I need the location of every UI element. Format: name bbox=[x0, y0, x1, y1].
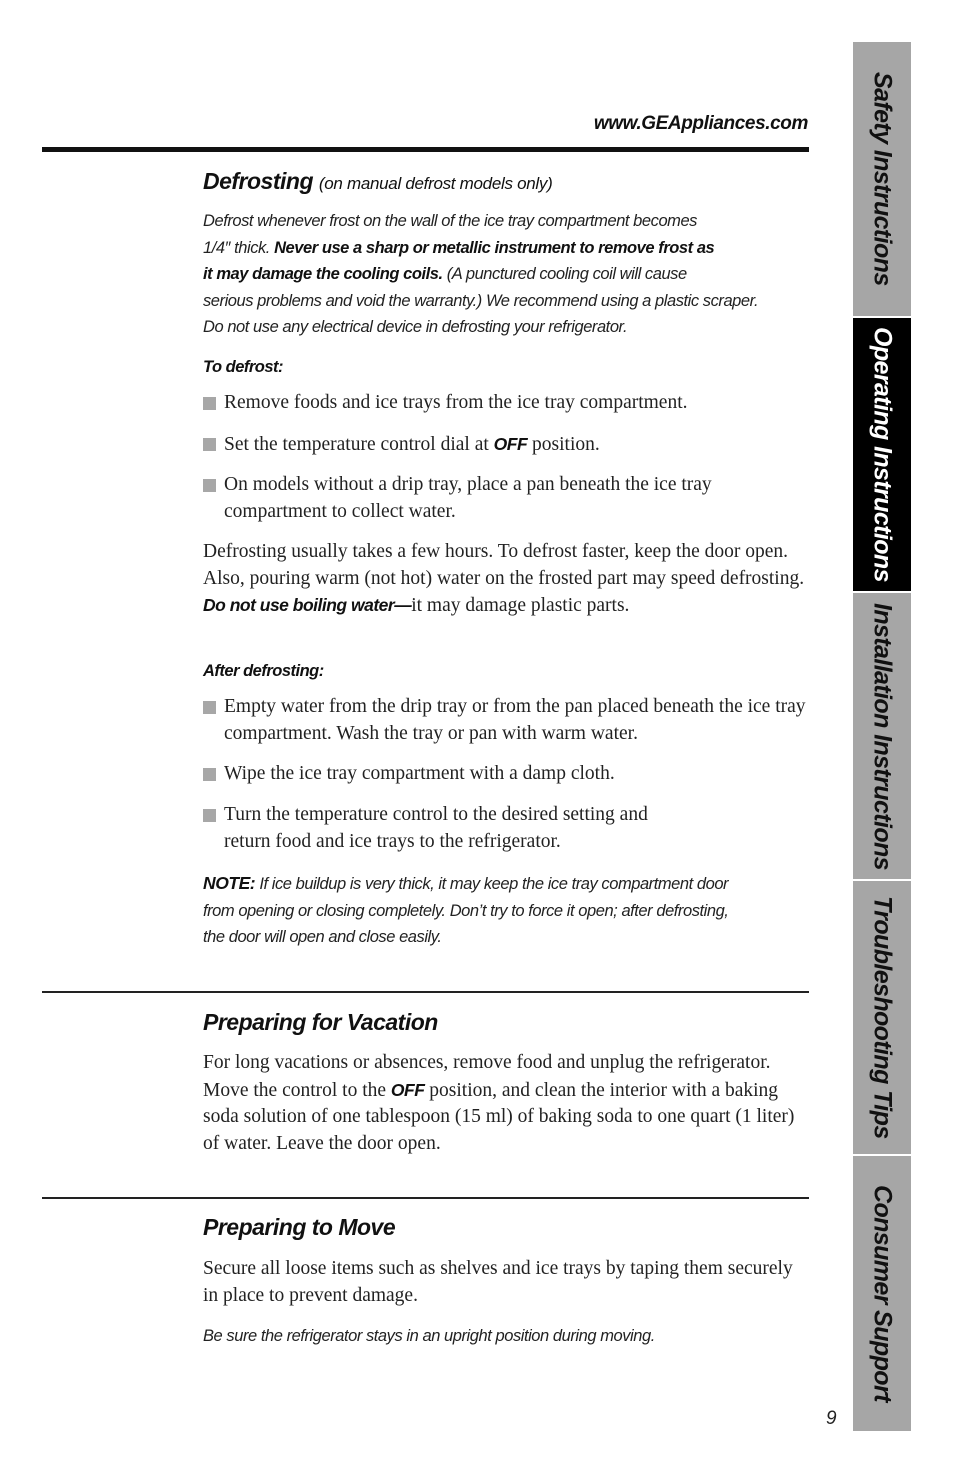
intro-warning-1: Never use a sharp or metallic instrument to remove frost as bbox=[274, 238, 715, 257]
section-tabs bbox=[853, 42, 911, 1431]
intro-line-1 bbox=[203, 208, 809, 235]
note-label: NOTE: bbox=[203, 873, 256, 893]
bullet-square-icon bbox=[203, 809, 216, 822]
note-text-2: from opening or closing completely. Don’t try to force it open; after defrosting, bbox=[203, 901, 729, 920]
after-step-3 bbox=[203, 802, 809, 855]
move-note-block bbox=[203, 1323, 809, 1350]
after-defrosting-label: After defrosting: bbox=[203, 662, 324, 680]
tab-troubleshooting-tips[interactable] bbox=[853, 881, 911, 1154]
intro-text-4: serious problems and void the warranty.) We recommend using a plastic scraper. bbox=[203, 291, 759, 310]
intro-line-4 bbox=[203, 288, 809, 315]
to-defrost-block bbox=[203, 358, 809, 377]
tab-safety-instructions[interactable] bbox=[853, 42, 911, 316]
defrost-step-3 bbox=[203, 472, 809, 525]
after-1-text: Empty water from the drip tray or from the pan placed beneath the ice tray compartment. Wash the tray or pan with warm water. bbox=[224, 696, 806, 744]
tab-installation-instructions[interactable] bbox=[853, 593, 911, 879]
after-step-2 bbox=[203, 761, 809, 788]
defrost-para-text: Defrosting usually takes a few hours. To defrost faster, keep the door open. Also, pouring warm (not hot) water on the frosted part may speed defrosting. bbox=[203, 541, 805, 589]
intro-text-5: Do not use any electrical device in defrosting your refrigerator. bbox=[203, 318, 628, 336]
defrosting-subtitle: (on manual defrost models only) bbox=[318, 174, 553, 193]
bullet-square-icon bbox=[203, 701, 216, 714]
defrosting-section bbox=[203, 168, 809, 195]
move-text: Secure all loose items such as shelves and ice trays by taping them securely in place to prevent damage. bbox=[203, 1258, 793, 1306]
intro-text-1: Defrost whenever frost on the wall of the ice tray compartment becomes bbox=[203, 212, 697, 230]
intro-line-3 bbox=[203, 261, 809, 288]
after-defrost-block bbox=[203, 662, 809, 681]
off-keyword: OFF bbox=[390, 1079, 425, 1100]
defrost-step-2 bbox=[203, 431, 809, 459]
after-3-text-a: Turn the temperature control to the desired setting and bbox=[224, 804, 648, 825]
page-number: 9 bbox=[826, 1408, 837, 1429]
move-section bbox=[203, 1214, 809, 1241]
defrosting-title bbox=[203, 168, 809, 195]
after-step-1 bbox=[203, 694, 809, 747]
defrost-note bbox=[203, 870, 809, 951]
move-title: Preparing to Move bbox=[203, 1214, 396, 1240]
bullet-square-icon bbox=[203, 438, 216, 451]
bullet-square-icon bbox=[203, 397, 216, 410]
move-body bbox=[203, 1256, 809, 1309]
step-3-text: On models without a drip tray, place a pan beneath the ice tray compartment to collect water. bbox=[224, 474, 712, 522]
section-divider bbox=[42, 1197, 809, 1199]
vacation-text: For long vacations or absences, remove food and unplug the refrigerator. Move the control to the bbox=[203, 1052, 771, 1101]
vacation-title: Preparing for Vacation bbox=[203, 1009, 438, 1035]
intro-text-3: (A punctured cooling coil will cause bbox=[446, 265, 687, 283]
after-3-text-b: return food and ice trays to the refrigerator. bbox=[224, 830, 561, 852]
tab-consumer-support[interactable] bbox=[853, 1156, 911, 1431]
note-text-3: the door will open and close easily. bbox=[203, 928, 442, 946]
bullet-square-icon bbox=[203, 479, 216, 492]
off-keyword: OFF bbox=[493, 434, 528, 454]
move-note: Be sure the refrigerator stays in an upright position during moving. bbox=[203, 1327, 655, 1345]
bullet-square-icon bbox=[203, 768, 216, 781]
intro-warning-2: it may damage the cooling coils. bbox=[203, 265, 443, 283]
after-2-text: Wipe the ice tray compartment with a damp cloth. bbox=[224, 763, 615, 784]
intro-line-2 bbox=[203, 235, 809, 262]
tab-label: Safety Instructions bbox=[868, 72, 897, 286]
to-defrost-label: To defrost: bbox=[203, 358, 284, 376]
step-2-text: Set the temperature control dial at bbox=[224, 434, 489, 455]
defrost-para-end: it may damage plastic parts. bbox=[411, 595, 630, 616]
defrosting-title-text: Defrosting bbox=[203, 168, 313, 194]
step-2-text-end: position. bbox=[532, 434, 600, 455]
tab-label: Operating Instructions bbox=[868, 327, 897, 582]
defrosting-intro bbox=[203, 208, 809, 341]
tab-operating-instructions[interactable] bbox=[853, 318, 911, 591]
header-rule bbox=[42, 147, 809, 152]
tab-label: Troubleshooting Tips bbox=[868, 896, 897, 1139]
defrost-step-1 bbox=[203, 390, 809, 417]
tab-label: Consumer Support bbox=[868, 1185, 897, 1402]
section-divider bbox=[42, 991, 809, 993]
website-url: www.GEAppliances.com bbox=[593, 113, 808, 134]
intro-text-2: 1/4″ thick. bbox=[203, 238, 270, 257]
intro-line-5 bbox=[203, 314, 809, 341]
boiling-water-warning: Do not use boiling water— bbox=[203, 595, 412, 615]
vacation-section bbox=[203, 1009, 809, 1036]
vacation-text-end: position, and clean the interior with a baking soda solution of one tablespoon (15 ml) of baking soda to one quart (1 liter) of water. Leave the door open. bbox=[203, 1079, 795, 1154]
step-1-text: Remove foods and ice trays from the ice tray compartment. bbox=[224, 392, 688, 413]
tab-label: Installation Instructions bbox=[868, 602, 897, 870]
note-text-1: If ice buildup is very thick, it may keep the ice tray compartment door bbox=[259, 875, 729, 893]
defrost-paragraph bbox=[203, 539, 805, 620]
vacation-body bbox=[203, 1050, 809, 1157]
